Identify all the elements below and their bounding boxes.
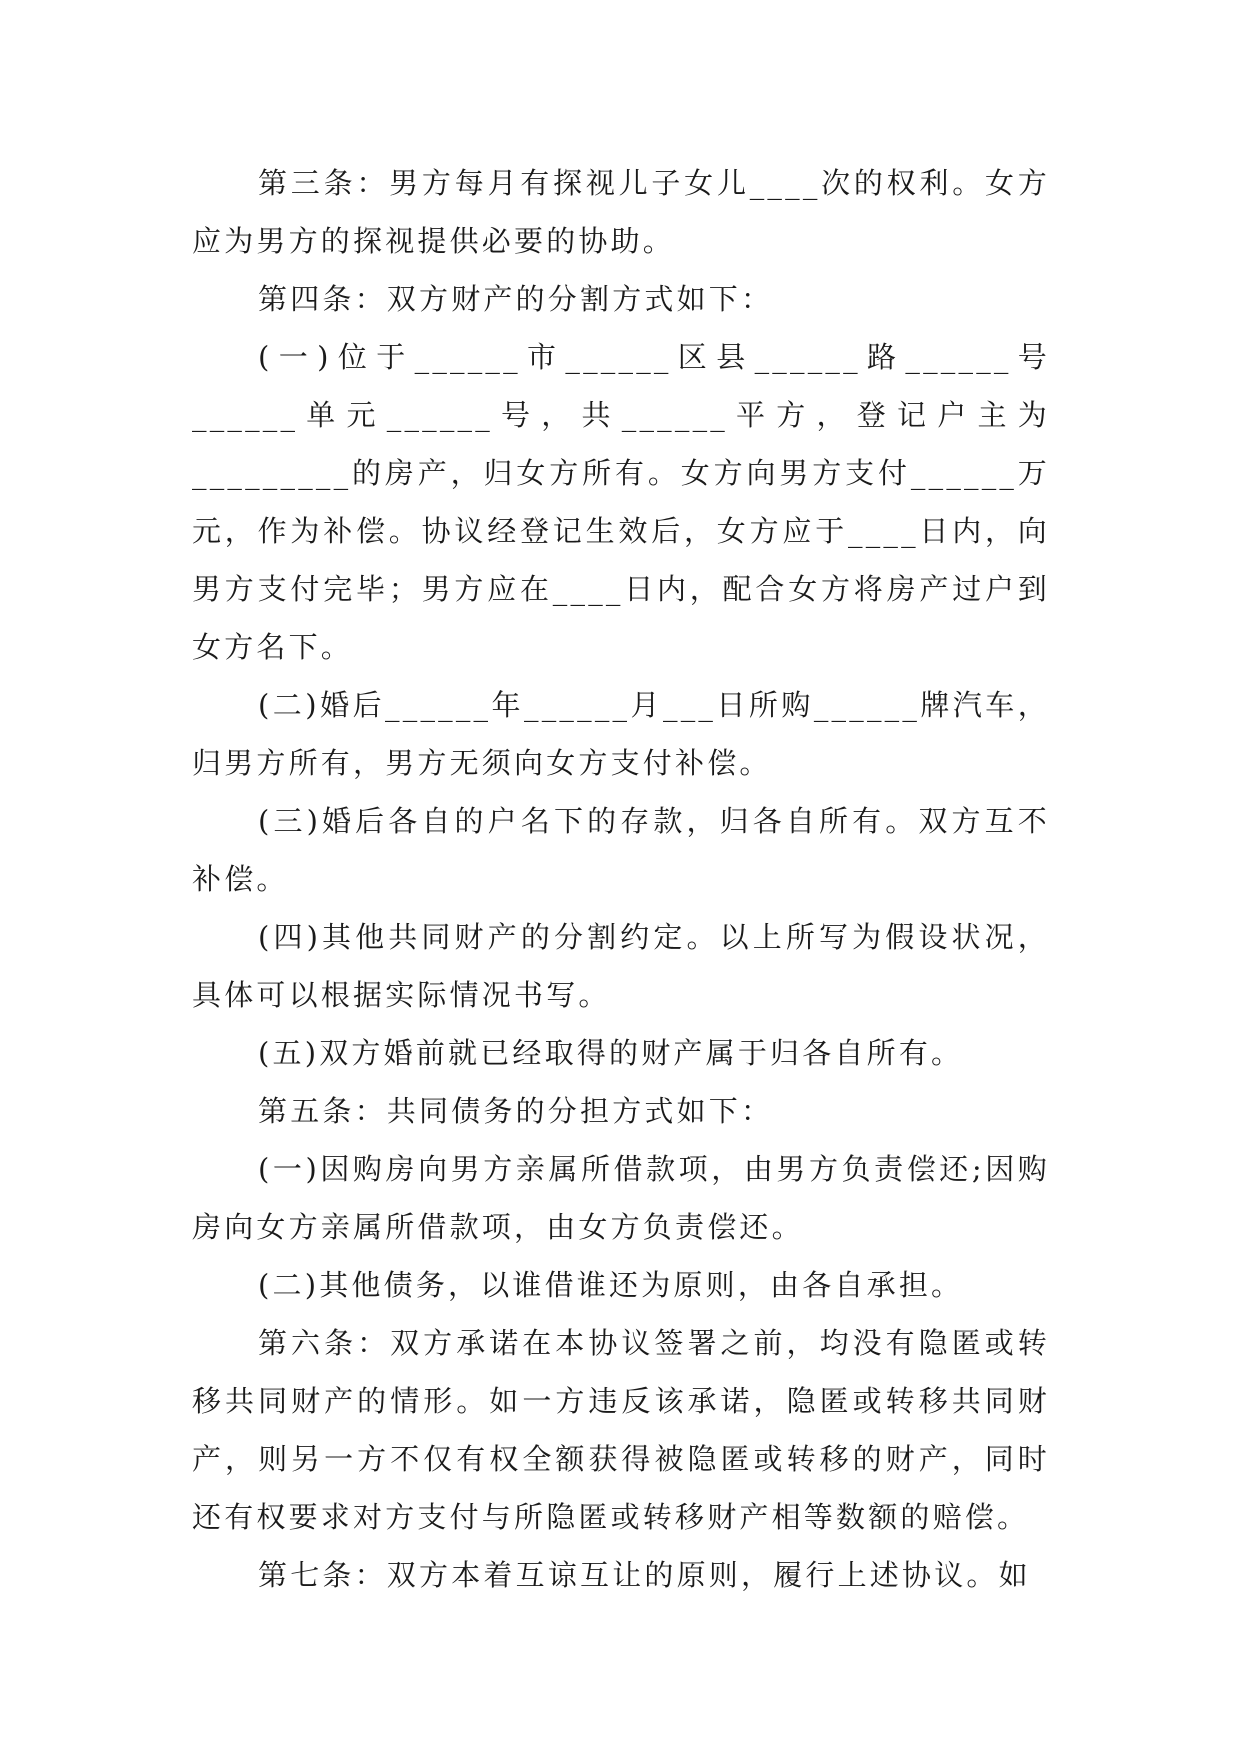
article-4-item-1: (一)位于______市______区县______路______号______单元______号，共______平方，登记户主为_________的房产，归女方所有。女方向男方支付______万元，作为补偿。协议经登记生效后，女方应于____日内，向男方支付完毕；男方应在____日内，配合女方将房产过户到女方名下。 bbox=[192, 340, 1050, 664]
article-4-item-5: (五)双方婚前就已经取得的财产属于归各自所有。 bbox=[258, 1036, 964, 1070]
article-4-item-4: (四)其他共同财产的分割约定。以上所写为假设状况，具体可以根据实际情况书写。 bbox=[192, 920, 1050, 1012]
article-4-heading: 第四条：双方财产的分割方式如下： bbox=[258, 282, 774, 316]
article-7-paragraph: 第七条：双方本着互谅互让的原则，履行上述协议。如 bbox=[258, 1558, 1031, 1592]
article-5-item-2: (二)其他债务，以谁借谁还为原则，由各自承担。 bbox=[258, 1268, 964, 1302]
article-5-item-1: (一)因购房向男方亲属所借款项，由男方负责偿还;因购房向女方亲属所借款项，由女方负责偿还。 bbox=[192, 1152, 1050, 1244]
article-4-item-3: (三)婚后各自的户名下的存款，归各自所有。双方互不补偿。 bbox=[192, 804, 1050, 896]
article-3-paragraph: 第三条：男方每月有探视儿子女儿____次的权利。女方应为男方的探视提供必要的协助。 bbox=[192, 166, 1050, 258]
article-4-item-2: (二)婚后______年______月___日所购______牌汽车，归男方所有，男方无须向女方支付补偿。 bbox=[192, 688, 1050, 780]
article-6-paragraph: 第六条：双方承诺在本协议签署之前，均没有隐匿或转移共同财产的情形。如一方违反该承诺，隐匿或转移共同财产，则另一方不仅有权全额获得被隐匿或转移的财产，同时还有权要求对方支付与所隐匿或转移财产相等数额的赔偿。 bbox=[192, 1326, 1050, 1534]
document-body bbox=[192, 154, 1050, 1604]
article-5-heading: 第五条：共同债务的分担方式如下： bbox=[258, 1094, 774, 1128]
